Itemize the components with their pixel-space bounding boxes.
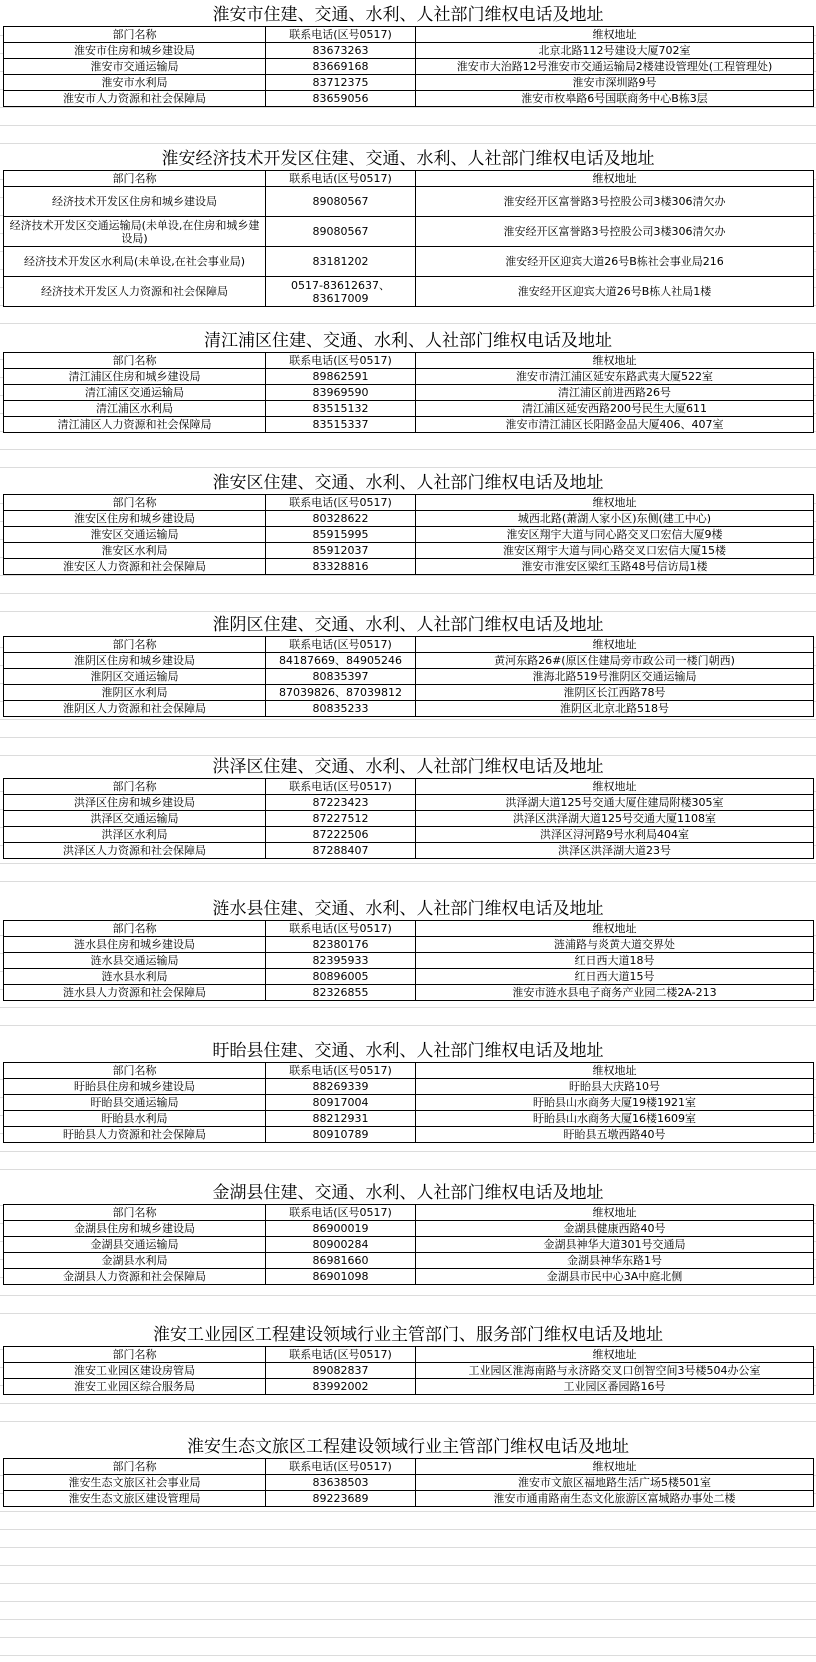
department-cell: 淮安生态文旅区社会事业局 — [4, 1475, 266, 1491]
table-row — [4, 1127, 814, 1143]
phone-cell: 80328622 — [266, 511, 416, 527]
phone-cell: 83181202 — [266, 247, 416, 277]
header-address: 维权地址 — [416, 171, 814, 187]
header-department: 部门名称 — [4, 637, 266, 653]
table-row — [4, 1379, 814, 1395]
header-row — [4, 779, 814, 795]
table-row — [4, 75, 814, 91]
department-cell: 洪泽区交通运输局 — [4, 811, 266, 827]
header-row — [4, 1459, 814, 1475]
section-title: 淮阴区住建、交通、水利、人社部门维权电话及地址 — [0, 614, 816, 636]
phone-cell: 80900284 — [266, 1237, 416, 1253]
header-phone: 联系电话(区号0517) — [266, 1347, 416, 1363]
contact-table — [3, 170, 814, 307]
department-cell: 金湖县交通运输局 — [4, 1237, 266, 1253]
table-row — [4, 247, 814, 277]
address-cell: 淮安市清江浦区长阳路金品大厦406、407室 — [416, 417, 814, 433]
header-address: 维权地址 — [416, 779, 814, 795]
phone-cell: 83328816 — [266, 559, 416, 575]
table-row — [4, 543, 814, 559]
header-row — [4, 637, 814, 653]
table-row — [4, 1269, 814, 1285]
header-phone: 联系电话(区号0517) — [266, 779, 416, 795]
department-cell: 洪泽区水利局 — [4, 827, 266, 843]
header-address: 维权地址 — [416, 1063, 814, 1079]
address-cell: 洪泽区洪泽湖大道23号 — [416, 843, 814, 859]
address-cell: 淮安市枚皋路6号国联商务中心B栋3层 — [416, 91, 814, 107]
phone-cell: 83669168 — [266, 59, 416, 75]
table-row — [4, 653, 814, 669]
table-row — [4, 1363, 814, 1379]
department-cell: 洪泽区住房和城乡建设局 — [4, 795, 266, 811]
phone-cell: 86900019 — [266, 1221, 416, 1237]
department-cell: 经济技术开发区交通运输局(未单设,在住房和城乡建设局) — [4, 217, 266, 247]
address-cell: 工业园区淮海南路与永济路交叉口创智空间3号楼504办公室 — [416, 1363, 814, 1379]
header-address: 维权地址 — [416, 1205, 814, 1221]
phone-cell: 88212931 — [266, 1111, 416, 1127]
table-row — [4, 953, 814, 969]
address-cell: 淮海北路519号淮阴区交通运输局 — [416, 669, 814, 685]
table-row — [4, 417, 814, 433]
header-address: 维权地址 — [416, 353, 814, 369]
address-cell: 盱眙县大庆路10号 — [416, 1079, 814, 1095]
department-cell: 涟水县水利局 — [4, 969, 266, 985]
address-cell: 北京北路112号建设大厦702室 — [416, 43, 814, 59]
header-address: 维权地址 — [416, 495, 814, 511]
contact-table — [3, 352, 814, 433]
department-cell: 淮安市人力资源和社会保障局 — [4, 91, 266, 107]
header-row — [4, 1205, 814, 1221]
table-row — [4, 669, 814, 685]
department-cell: 淮安工业园区综合服务局 — [4, 1379, 266, 1395]
contact-table — [3, 1204, 814, 1285]
address-cell: 淮安市大治路12号淮安市交通运输局2楼建设管理处(工程管理处) — [416, 59, 814, 75]
phone-cell: 80835233 — [266, 701, 416, 717]
department-cell: 淮安区水利局 — [4, 543, 266, 559]
department-cell: 经济技术开发区住房和城乡建设局 — [4, 187, 266, 217]
phone-cell: 89223689 — [266, 1491, 416, 1507]
department-cell: 淮阴区水利局 — [4, 685, 266, 701]
department-cell: 淮阴区交通运输局 — [4, 669, 266, 685]
address-cell: 淮安市深圳路9号 — [416, 75, 814, 91]
department-cell: 盱眙县人力资源和社会保障局 — [4, 1127, 266, 1143]
department-cell: 淮阴区住房和城乡建设局 — [4, 653, 266, 669]
department-cell: 清江浦区住房和城乡建设局 — [4, 369, 266, 385]
header-phone: 联系电话(区号0517) — [266, 1063, 416, 1079]
table-row — [4, 559, 814, 575]
address-cell: 工业园区番园路16号 — [416, 1379, 814, 1395]
table-row — [4, 369, 814, 385]
phone-cell: 89080567 — [266, 217, 416, 247]
phone-cell: 87039826、87039812 — [266, 685, 416, 701]
address-cell: 城西北路(萧湖人家小区)东侧(建工中心) — [416, 511, 814, 527]
header-department: 部门名称 — [4, 1347, 266, 1363]
department-cell: 淮阴区人力资源和社会保障局 — [4, 701, 266, 717]
address-cell: 洪泽湖大道125号交通大厦住建局附楼305室 — [416, 795, 814, 811]
phone-cell: 80896005 — [266, 969, 416, 985]
address-cell: 淮安市清江浦区延安东路武夷大厦522室 — [416, 369, 814, 385]
address-cell: 淮安经开区迎宾大道26号B栋社会事业局216 — [416, 247, 814, 277]
phone-cell: 83515337 — [266, 417, 416, 433]
address-cell: 淮安区翔宇大道与同心路交叉口宏信大厦9楼 — [416, 527, 814, 543]
section-title: 淮安生态文旅区工程建设领域行业主管部门维权电话及地址 — [0, 1436, 816, 1458]
header-address: 维权地址 — [416, 1347, 814, 1363]
section-title: 涟水县住建、交通、水利、人社部门维权电话及地址 — [0, 898, 816, 920]
table-row — [4, 401, 814, 417]
table-row — [4, 937, 814, 953]
header-department: 部门名称 — [4, 495, 266, 511]
phone-cell: 83659056 — [266, 91, 416, 107]
phone-cell: 82395933 — [266, 953, 416, 969]
phone-cell: 87223423 — [266, 795, 416, 811]
department-cell: 清江浦区水利局 — [4, 401, 266, 417]
phone-cell: 83992002 — [266, 1379, 416, 1395]
table-row — [4, 827, 814, 843]
address-cell: 淮安市通甫路南生态文化旅游区富城路办事处二楼 — [416, 1491, 814, 1507]
contact-table — [3, 636, 814, 717]
address-cell: 红日西大道18号 — [416, 953, 814, 969]
table-row — [4, 91, 814, 107]
contact-table — [3, 920, 814, 1001]
section-title: 洪泽区住建、交通、水利、人社部门维权电话及地址 — [0, 756, 816, 778]
address-cell: 金湖县神华东路1号 — [416, 1253, 814, 1269]
header-department: 部门名称 — [4, 1459, 266, 1475]
table-row — [4, 1079, 814, 1095]
header-row — [4, 1347, 814, 1363]
header-row — [4, 1063, 814, 1079]
header-phone: 联系电话(区号0517) — [266, 353, 416, 369]
header-row — [4, 353, 814, 369]
section-title: 清江浦区住建、交通、水利、人社部门维权电话及地址 — [0, 330, 816, 352]
phone-cell: 87222506 — [266, 827, 416, 843]
section-title: 淮安工业园区工程建设领域行业主管部门、服务部门维权电话及地址 — [0, 1324, 816, 1346]
department-cell: 涟水县人力资源和社会保障局 — [4, 985, 266, 1001]
contact-table — [3, 1062, 814, 1143]
contact-table — [3, 1458, 814, 1507]
address-cell: 红日西大道15号 — [416, 969, 814, 985]
phone-cell: 89862591 — [266, 369, 416, 385]
header-department: 部门名称 — [4, 27, 266, 43]
header-department: 部门名称 — [4, 921, 266, 937]
header-department: 部门名称 — [4, 171, 266, 187]
address-cell: 金湖县神华大道301号交通局 — [416, 1237, 814, 1253]
department-cell: 经济技术开发区水利局(未单设,在社会事业局) — [4, 247, 266, 277]
department-cell: 涟水县住房和城乡建设局 — [4, 937, 266, 953]
address-cell: 金湖县健康西路40号 — [416, 1221, 814, 1237]
table-row — [4, 969, 814, 985]
department-cell: 清江浦区人力资源和社会保障局 — [4, 417, 266, 433]
address-cell: 淮安经开区迎宾大道26号B栋人社局1楼 — [416, 277, 814, 307]
phone-cell: 87288407 — [266, 843, 416, 859]
department-cell: 淮安市水利局 — [4, 75, 266, 91]
address-cell: 淮安市涟水县电子商务产业园二楼2A-213 — [416, 985, 814, 1001]
contact-table — [3, 778, 814, 859]
table-row — [4, 685, 814, 701]
header-address: 维权地址 — [416, 27, 814, 43]
phone-cell: 82380176 — [266, 937, 416, 953]
table-row — [4, 843, 814, 859]
address-cell: 淮安区翔宇大道与同心路交叉口宏信大厦15楼 — [416, 543, 814, 559]
address-cell: 黄河东路26#(原区住建局旁市政公司一楼门朝西) — [416, 653, 814, 669]
address-cell: 淮阴区长江西路78号 — [416, 685, 814, 701]
header-row — [4, 921, 814, 937]
header-phone: 联系电话(区号0517) — [266, 27, 416, 43]
phone-cell: 80910789 — [266, 1127, 416, 1143]
table-row — [4, 1237, 814, 1253]
table-row — [4, 277, 814, 307]
table-row — [4, 187, 814, 217]
department-cell: 清江浦区交通运输局 — [4, 385, 266, 401]
department-cell: 淮安工业园区建设房管局 — [4, 1363, 266, 1379]
table-row — [4, 1221, 814, 1237]
header-row — [4, 495, 814, 511]
phone-cell: 84187669、84905246 — [266, 653, 416, 669]
header-phone: 联系电话(区号0517) — [266, 1205, 416, 1221]
phone-cell: 83712375 — [266, 75, 416, 91]
table-row — [4, 527, 814, 543]
phone-cell: 85915995 — [266, 527, 416, 543]
department-cell: 盱眙县交通运输局 — [4, 1095, 266, 1111]
address-cell: 盱眙县山水商务大厦19楼1921室 — [416, 1095, 814, 1111]
department-cell: 淮安市住房和城乡建设局 — [4, 43, 266, 59]
contact-table — [3, 494, 814, 575]
address-cell: 洪泽区洪泽湖大道125号交通大厦1108室 — [416, 811, 814, 827]
department-cell: 金湖县人力资源和社会保障局 — [4, 1269, 266, 1285]
table-row — [4, 1095, 814, 1111]
contact-table — [3, 1346, 814, 1395]
table-row — [4, 1491, 814, 1507]
address-cell: 盱眙县五墩西路40号 — [416, 1127, 814, 1143]
table-row — [4, 1111, 814, 1127]
phone-cell: 80917004 — [266, 1095, 416, 1111]
table-row — [4, 59, 814, 75]
phone-cell: 89080567 — [266, 187, 416, 217]
header-phone: 联系电话(区号0517) — [266, 1459, 416, 1475]
phone-cell: 85912037 — [266, 543, 416, 559]
phone-cell: 83515132 — [266, 401, 416, 417]
header-department: 部门名称 — [4, 1205, 266, 1221]
department-cell: 淮安区交通运输局 — [4, 527, 266, 543]
address-cell: 盱眙县山水商务大厦16楼1609室 — [416, 1111, 814, 1127]
header-department: 部门名称 — [4, 779, 266, 795]
department-cell: 淮安区住房和城乡建设局 — [4, 511, 266, 527]
phone-cell: 83673263 — [266, 43, 416, 59]
department-cell: 金湖县水利局 — [4, 1253, 266, 1269]
address-cell: 淮阴区北京北路518号 — [416, 701, 814, 717]
department-cell: 涟水县交通运输局 — [4, 953, 266, 969]
header-department: 部门名称 — [4, 1063, 266, 1079]
phone-cell: 87227512 — [266, 811, 416, 827]
header-address: 维权地址 — [416, 637, 814, 653]
address-cell: 金湖县市民中心3A中庭北侧 — [416, 1269, 814, 1285]
header-address: 维权地址 — [416, 921, 814, 937]
header-department: 部门名称 — [4, 353, 266, 369]
department-cell: 金湖县住房和城乡建设局 — [4, 1221, 266, 1237]
table-row — [4, 985, 814, 1001]
department-cell: 淮安生态文旅区建设管理局 — [4, 1491, 266, 1507]
table-row — [4, 43, 814, 59]
department-cell: 淮安市交通运输局 — [4, 59, 266, 75]
department-cell: 盱眙县住房和城乡建设局 — [4, 1079, 266, 1095]
department-cell: 淮安区人力资源和社会保障局 — [4, 559, 266, 575]
table-row — [4, 1253, 814, 1269]
address-cell: 淮安市淮安区梁红玉路48号信访局1楼 — [416, 559, 814, 575]
phone-cell: 80835397 — [266, 669, 416, 685]
phone-cell: 86981660 — [266, 1253, 416, 1269]
phone-cell: 88269339 — [266, 1079, 416, 1095]
section-title: 金湖县住建、交通、水利、人社部门维权电话及地址 — [0, 1182, 816, 1204]
address-cell: 清江浦区前进西路26号 — [416, 385, 814, 401]
section-title: 淮安市住建、交通、水利、人社部门维权电话及地址 — [0, 4, 816, 26]
phone-cell: 83969590 — [266, 385, 416, 401]
header-phone: 联系电话(区号0517) — [266, 171, 416, 187]
address-cell: 淮安经开区富誉路3号控股公司3楼306清欠办 — [416, 217, 814, 247]
header-phone: 联系电话(区号0517) — [266, 495, 416, 511]
phone-cell: 83638503 — [266, 1475, 416, 1491]
section-title: 淮安经济技术开发区住建、交通、水利、人社部门维权电话及地址 — [0, 148, 816, 170]
address-cell: 洪泽区浔河路9号水利局404室 — [416, 827, 814, 843]
address-cell: 淮安经开区富誉路3号控股公司3楼306清欠办 — [416, 187, 814, 217]
department-cell: 盱眙县水利局 — [4, 1111, 266, 1127]
department-cell: 经济技术开发区人力资源和社会保障局 — [4, 277, 266, 307]
address-cell: 淮安市文旅区福地路生活广场5楼501室 — [416, 1475, 814, 1491]
header-phone: 联系电话(区号0517) — [266, 921, 416, 937]
section-title: 淮安区住建、交通、水利、人社部门维权电话及地址 — [0, 472, 816, 494]
table-row — [4, 1475, 814, 1491]
table-row — [4, 701, 814, 717]
address-cell: 涟浦路与炎黄大道交界处 — [416, 937, 814, 953]
table-row — [4, 811, 814, 827]
department-cell: 洪泽区人力资源和社会保障局 — [4, 843, 266, 859]
table-row — [4, 217, 814, 247]
header-address: 维权地址 — [416, 1459, 814, 1475]
phone-cell: 82326855 — [266, 985, 416, 1001]
contact-table — [3, 26, 814, 107]
header-row — [4, 171, 814, 187]
header-phone: 联系电话(区号0517) — [266, 637, 416, 653]
table-row — [4, 511, 814, 527]
section-title: 盱眙县住建、交通、水利、人社部门维权电话及地址 — [0, 1040, 816, 1062]
header-row — [4, 27, 814, 43]
phone-cell: 0517-83612637、83617009 — [266, 277, 416, 307]
address-cell: 清江浦区延安西路200号民生大厦611 — [416, 401, 814, 417]
phone-cell: 89082837 — [266, 1363, 416, 1379]
table-row — [4, 385, 814, 401]
table-row — [4, 795, 814, 811]
phone-cell: 86901098 — [266, 1269, 416, 1285]
